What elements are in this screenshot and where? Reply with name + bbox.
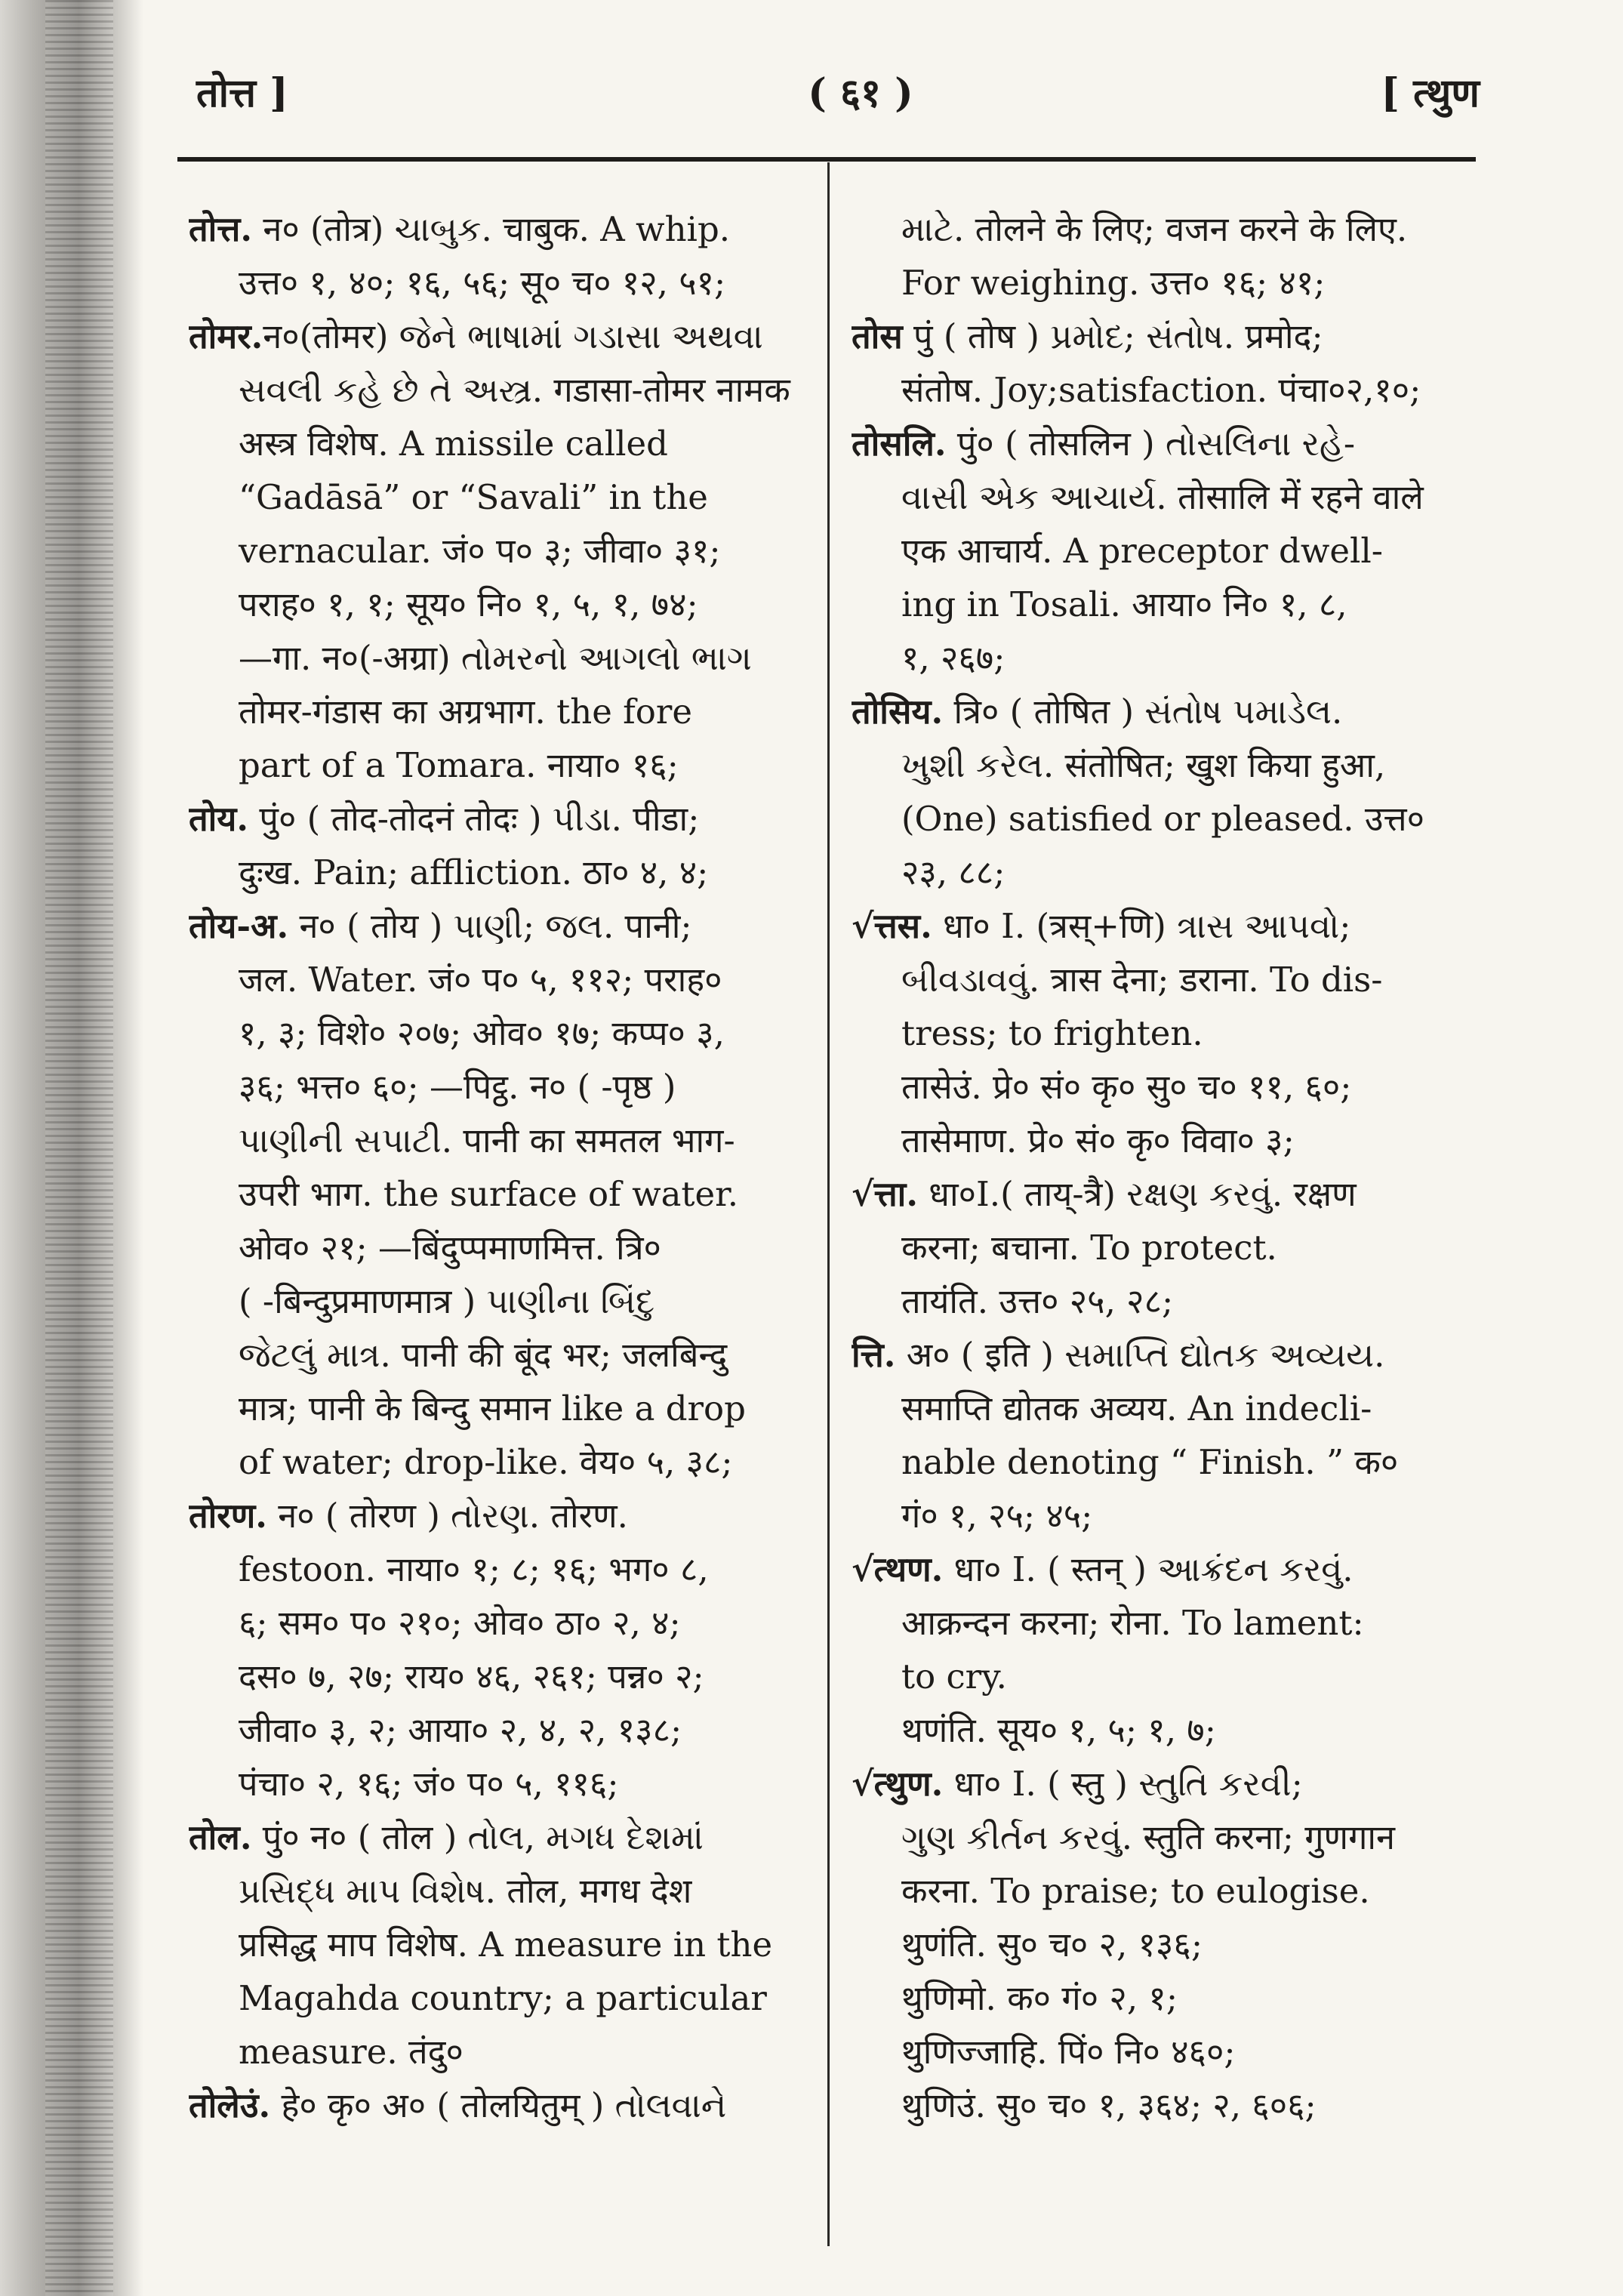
entry-line: [189, 1060, 800, 1114]
entry-line: [189, 1006, 800, 1060]
entry-line: [852, 1382, 1478, 1435]
definition-text: थुणिमो. क० गं० २, १;: [901, 1978, 1178, 2018]
definition-text: पुं० न० ( तोल ) તોલ, મગધ દેશમાં: [251, 1817, 704, 1857]
entry-line: [852, 792, 1478, 846]
definition-text: जीवा० ३, २; आया० २, ४, २, १३८;: [239, 1710, 682, 1750]
definition-text: तासेमाण. प्रे० सं० कृ० विवा० ३;: [901, 1120, 1295, 1160]
entry-line: [189, 2079, 800, 2132]
entry-line: [852, 1060, 1478, 1114]
entry-line: [189, 738, 800, 792]
definition-text: ओव० २१; —बिंदुप्पमाणमित्त. त्रि०: [239, 1228, 661, 1268]
dictionary-entry: [852, 685, 1478, 899]
headword: तोसिय.: [852, 692, 944, 732]
definition-text: करना. To praise; to eulogise.: [901, 1871, 1370, 1911]
entry-line: [189, 792, 800, 846]
definition-text: पराह० १, १; सूय० नि० १, ५, १, ७४;: [239, 584, 698, 624]
definition-text: १, २६७;: [901, 638, 1006, 678]
definition-text: पुं० ( तोद-तोदनं तोदः ) પીડા. पीडा;: [248, 799, 700, 839]
entry-line: [189, 2025, 800, 2079]
definition-text: हे० कृ० अ० ( तोलयितुम् ) તોલવાને: [270, 2085, 727, 2125]
dictionary-entry: [189, 1811, 800, 2079]
definition-text: अस्त्र विशेष. A missile called: [239, 424, 668, 464]
definition-text: vernacular. जं० प० ३; जीवा० ३१;: [239, 531, 721, 571]
definition-text: अ० ( इति ) સમાપ્તિ દ્યોતક અવ્યય.: [895, 1335, 1385, 1375]
entry-line: [852, 1435, 1478, 1489]
entry-line: [852, 578, 1478, 631]
entry-line: [189, 578, 800, 631]
entry-line: [189, 417, 800, 470]
entry-line: [189, 1542, 800, 1596]
definition-text: પાણીની સપાટી. पानी का समतल भाग-: [239, 1120, 735, 1160]
entry-line: [189, 685, 800, 738]
header-left-guideword: तोत्त ]: [196, 70, 288, 116]
left-column: [189, 202, 800, 2132]
headword: √त्तस.: [852, 906, 932, 946]
definition-text: વાસી એક આચાર્ય. तोसालि में रहने वाले: [901, 477, 1424, 517]
entry-line: [852, 2079, 1478, 2132]
definition-text: part of a Tomara. नाया० १६;: [239, 745, 679, 785]
definition-text: मात्र; पानी के बिन्दु समान like a drop: [239, 1388, 746, 1428]
entry-line: [189, 1435, 800, 1489]
headword: तोल.: [189, 1817, 252, 1857]
definition-text: न० (तोत्र) ચાબુક. चाबुक. A whip.: [252, 209, 731, 249]
definition-text: तासेउं. प्रे० सं० कृ० सु० च० ११, ६०;: [901, 1067, 1352, 1107]
entry-line: [852, 310, 1478, 363]
definition-text: २३, ८८;: [901, 852, 1006, 892]
entry-line: [852, 1167, 1478, 1221]
dictionary-entry: [189, 792, 800, 899]
definition-text: जल. Water. जं० प० ५, ११२; पराह०: [239, 960, 722, 1000]
entry-line: [852, 256, 1478, 310]
definition-text: करना; बचाना. To protect.: [901, 1228, 1277, 1268]
header-rule: [177, 157, 1476, 162]
entry-line: [189, 899, 800, 953]
definition-text: धा० I. (त्रस्+णि) ત્રાસ આપવો;: [932, 906, 1351, 946]
definition-text: પ્રસિદ્ધ માપ વિશેષ. तोल, मगध देश: [239, 1871, 692, 1911]
entry-line: [189, 1650, 800, 1703]
entry-line: [852, 1221, 1478, 1274]
entry-line: [852, 1650, 1478, 1703]
definition-text: धा० I. ( स्तु ) સ્તુતિ કરવી;: [943, 1764, 1303, 1804]
header-right-guideword: [ त्थुण: [1381, 70, 1480, 116]
definition-text: पुं० ( तोसलिन ) તોસલિના રહે-: [946, 424, 1356, 464]
entry-line: [189, 202, 800, 256]
definition-text: સવલી કહે છે તે અસ્ત્ર. गडासा-तोमर नामक: [239, 370, 790, 410]
definition-text: थुणिउं. सु० च० १, ३६४; २, ६०६;: [901, 2085, 1317, 2125]
definition-text: पुं ( तोष ) પ્રમોદ; સંતોષ. प्रमोद;: [902, 316, 1323, 356]
headword: तोलेउं.: [189, 2085, 271, 2125]
entry-line: [189, 1114, 800, 1167]
dictionary-entry: [189, 1489, 800, 1811]
headword: तोरण.: [189, 1496, 267, 1536]
entry-line: [189, 953, 800, 1006]
entry-line: [189, 1971, 800, 2025]
entry-line: [189, 524, 800, 578]
definition-text: थुणंति. सु० च० २, १३६;: [901, 1925, 1203, 1965]
dictionary-entry: [852, 202, 1478, 310]
dictionary-entry: [852, 1757, 1478, 2132]
dictionary-entry: [189, 202, 800, 310]
definition-text: गं० १, २५; ४५;: [901, 1496, 1093, 1536]
entry-line: [852, 1596, 1478, 1650]
entry-line: [189, 1221, 800, 1274]
entry-line: [852, 417, 1478, 470]
dictionary-entry: [852, 417, 1478, 685]
definition-text: तायंति. उत्त० २५, २८;: [901, 1281, 1174, 1321]
entry-line: [189, 1167, 800, 1221]
entry-line: [852, 2025, 1478, 2079]
entry-line: [189, 631, 800, 685]
spine-texture: [45, 0, 113, 2296]
definition-text: to cry.: [901, 1657, 1007, 1697]
definition-text: ગુણ કીર્તન કરવું. स्तुति करना; गुणगान: [901, 1817, 1396, 1857]
definition-text: न० ( तोरण ) તોરણ. तोरण.: [266, 1496, 628, 1536]
definition-text: एक आचार्य. A preceptor dwell-: [901, 531, 1384, 571]
headword: तोय.: [189, 799, 249, 839]
definition-text: માટે. तोलने के लिए; वजन करने के लिए.: [901, 209, 1408, 249]
dictionary-entry: [852, 1328, 1478, 1542]
definition-text: तोमर-गंडास का अग्रभाग. the fore: [239, 692, 693, 732]
entry-line: [852, 846, 1478, 899]
entry-line: [189, 1703, 800, 1757]
definition-text: For weighing. उत्त० १६; ४१;: [901, 263, 1326, 303]
entry-line: [852, 1006, 1478, 1060]
entry-line: [189, 470, 800, 524]
entry-line: [852, 953, 1478, 1006]
entry-line: [189, 310, 800, 363]
page-number: ( ६१ ): [808, 70, 913, 116]
book-spine-edge: [0, 0, 143, 2296]
entry-line: [852, 363, 1478, 417]
definition-text: festoon. नाया० १; ८; १६; भग० ८,: [239, 1549, 709, 1589]
entry-line: [189, 1328, 800, 1382]
definition-text: थुणिज्जाहि. पिं० नि० ४६०;: [901, 2032, 1236, 2072]
definition-text: “Gadāsā” or “Savali” in the: [239, 477, 708, 517]
definition-text: उपरी भाग. the surface of water.: [239, 1174, 739, 1214]
headword: तोय-अ.: [189, 906, 289, 946]
entry-line: [852, 1114, 1478, 1167]
definition-text: उत्त० १, ४०; १६, ५६; सू० च० १२, ५१;: [239, 263, 726, 303]
definition-text: न० ( तोय ) પાણી; જલ. पानी;: [288, 906, 692, 946]
definition-text: બીવડાવવું. त्रास देना; डराना. To dis-: [901, 960, 1383, 1000]
entry-line: [852, 685, 1478, 738]
definition-text: ( -बिन्दुप्रमाणमात्र ) પાણીના બિંદુ: [239, 1281, 655, 1321]
headword: √त्थुण.: [852, 1764, 944, 1804]
entry-line: [852, 1918, 1478, 1971]
definition-text: ६; सम० प० २१०; ओव० ठा० २, ४;: [239, 1603, 681, 1643]
entry-line: [189, 1918, 800, 1971]
entry-line: [852, 1328, 1478, 1382]
entry-line: [189, 1489, 800, 1542]
headword: त्ति.: [852, 1335, 896, 1375]
definition-text: दस० ७, २७; राय० ४६, २६१; पन्न० २;: [239, 1657, 704, 1697]
definition-text: दुःख. Pain; affliction. ठा० ४, ४;: [239, 852, 709, 892]
page-header: [174, 65, 1480, 133]
definition-text: १, ३; विशे० २०७; ओव० १७; कप्प० ३,: [239, 1013, 725, 1053]
definition-text: (One) satisfied or pleased. उत्त०: [901, 799, 1425, 839]
dictionary-entry: [189, 2079, 800, 2132]
dictionary-entry: [189, 310, 800, 792]
entry-line: [852, 1489, 1478, 1542]
definition-text: Magahda country; a particular: [239, 1978, 767, 2018]
dictionary-entry: [189, 899, 800, 1489]
definition-text: ખુશી કરેલ. संतोषित; खुश किया हुआ,: [901, 745, 1386, 785]
entry-line: [189, 1757, 800, 1811]
entry-line: [189, 1864, 800, 1918]
definition-text: nable denoting “ Finish. ” क०: [901, 1442, 1399, 1482]
definition-text: જેટલું માત્ર. पानी की बूंद भर; जलबिन्दु: [239, 1335, 728, 1375]
entry-line: [852, 470, 1478, 524]
definition-text: tress; to frighten.: [901, 1013, 1203, 1053]
entry-line: [852, 738, 1478, 792]
entry-line: [852, 1274, 1478, 1328]
dictionary-entry: [852, 310, 1478, 417]
definition-text: ing in Tosali. आया० नि० १, ८,: [901, 584, 1347, 624]
definition-text: पंचा० २, १६; जं० प० ५, ११६;: [239, 1764, 619, 1804]
entry-line: [852, 524, 1478, 578]
entry-line: [189, 1274, 800, 1328]
entry-line: [189, 256, 800, 310]
headword: तोमर.: [189, 316, 263, 356]
entry-line: [852, 1542, 1478, 1596]
entry-line: [852, 1811, 1478, 1864]
entry-line: [852, 899, 1478, 953]
entry-line: [852, 1703, 1478, 1757]
definition-text: —गा. न०(-अग्रा) તોમરનો આગલો ભાગ: [239, 638, 752, 678]
definition-text: त्रि० ( तोषित ) સંતોષ પમાડેલ.: [943, 692, 1343, 732]
definition-text: प्रसिद्ध माप विशेष. A measure in the: [239, 1925, 773, 1965]
entry-line: [852, 1971, 1478, 2025]
dictionary-entry: [852, 1542, 1478, 1757]
definition-text: धा० I. ( स्तन् ) આક્રંદન કરવું.: [943, 1549, 1354, 1589]
headword: तोसलि.: [852, 424, 947, 464]
definition-text: of water; drop-like. वेय० ५, ३८;: [239, 1442, 733, 1482]
definition-text: measure. तंदु०: [239, 2032, 463, 2072]
definition-text: थणंति. सूय० १, ५; १, ७;: [901, 1710, 1216, 1750]
entry-line: [189, 1811, 800, 1864]
entry-line: [852, 1864, 1478, 1918]
definition-text: समाप्ति द्योतक अव्यय. An indecli-: [901, 1388, 1372, 1428]
column-divider: [827, 162, 830, 2246]
definition-text: आक्रन्दन करना; रोना. To lament:: [901, 1603, 1364, 1643]
headword: √त्थण.: [852, 1549, 944, 1589]
right-column: [852, 202, 1478, 2132]
headword: तोस: [852, 316, 903, 356]
definition-text: धा०I.( ताय्-त्रै) રક્ષણ કરવું. रक्षण: [918, 1174, 1357, 1214]
entry-line: [189, 1382, 800, 1435]
headword: √त्ता.: [852, 1174, 918, 1214]
entry-line: [852, 1757, 1478, 1811]
entry-line: [189, 1596, 800, 1650]
entry-line: [852, 202, 1478, 256]
entry-line: [852, 631, 1478, 685]
dictionary-entry: [852, 899, 1478, 1167]
definition-text: न०(तोमर) જેને ભાષામાં ગડાસા અથવા: [263, 316, 763, 356]
headword: तोत्त.: [189, 209, 253, 249]
definition-text: संतोष. Joy;satisfaction. पंचा०२,१०;: [901, 370, 1421, 410]
entry-line: [189, 363, 800, 417]
dictionary-entry: [852, 1167, 1478, 1328]
definition-text: ३६; भत्त० ६०; —पिट्ठ. न० ( -पृष्ठ ): [239, 1067, 676, 1107]
entry-line: [189, 846, 800, 899]
